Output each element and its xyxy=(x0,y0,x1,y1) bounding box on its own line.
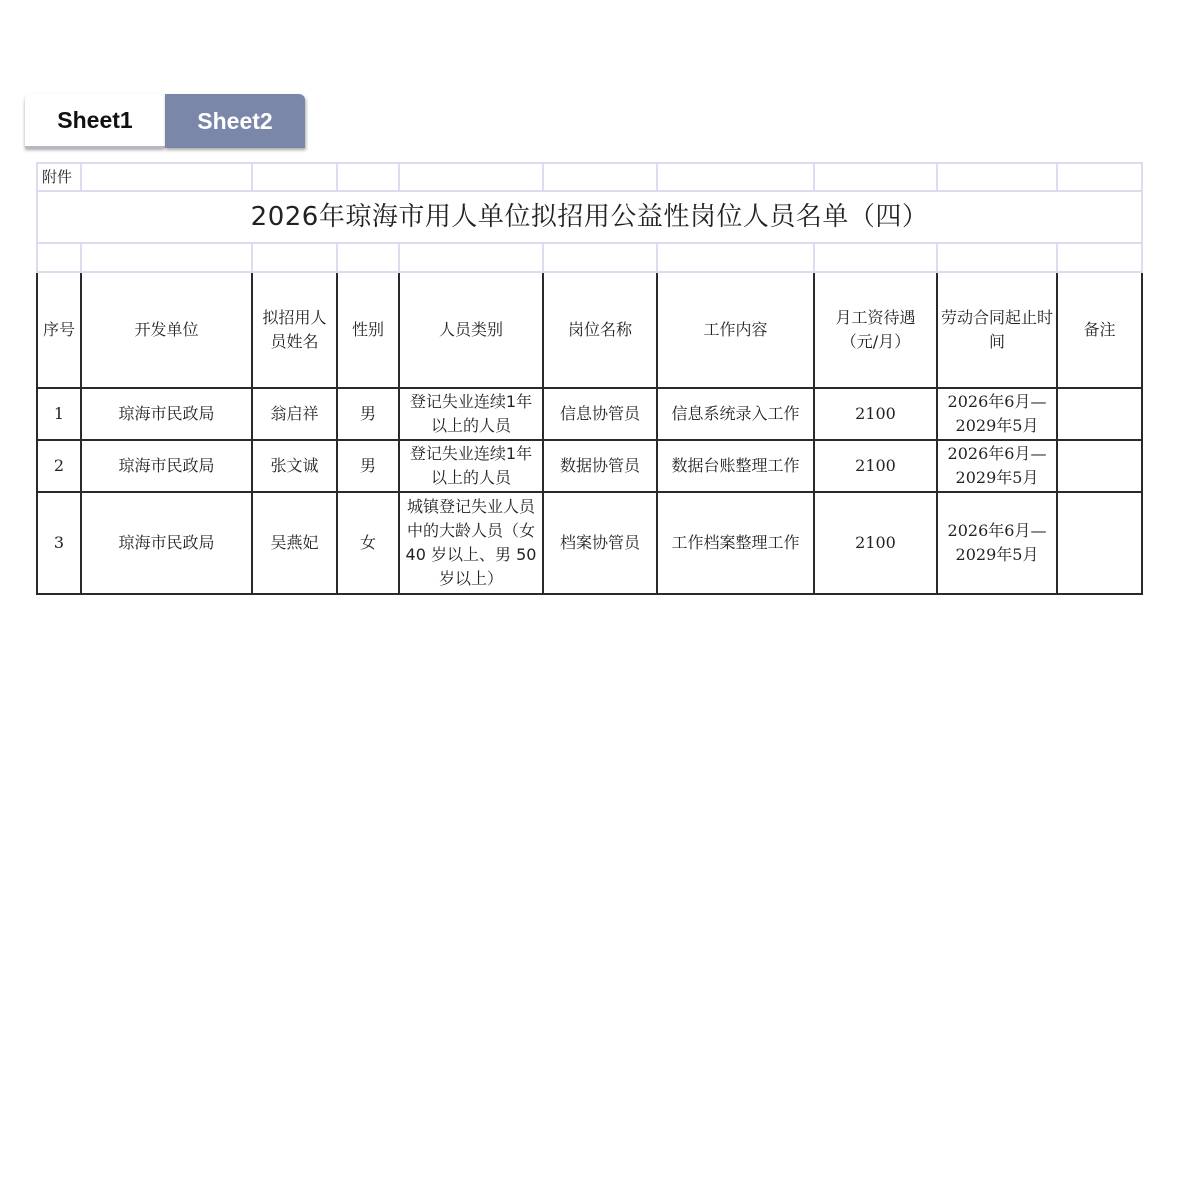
header-unit[interactable]: 开发单位 xyxy=(81,272,252,388)
header-salary[interactable]: 月工资待遇（元/月） xyxy=(814,272,937,388)
blank-row xyxy=(37,243,1142,272)
header-seq[interactable]: 序号 xyxy=(37,272,81,388)
cell-period[interactable]: 2026年6月—2029年5月 xyxy=(937,492,1057,594)
empty-cell[interactable] xyxy=(37,243,81,272)
cell-position[interactable]: 档案协管员 xyxy=(543,492,657,594)
cell-salary[interactable]: 2100 xyxy=(814,440,937,492)
empty-cell[interactable] xyxy=(399,163,543,191)
empty-cell[interactable] xyxy=(1057,243,1142,272)
cell-unit[interactable]: 琼海市民政局 xyxy=(81,492,252,594)
cell-salary[interactable]: 2100 xyxy=(814,388,937,440)
cell-position[interactable]: 信息协管员 xyxy=(543,388,657,440)
empty-cell[interactable] xyxy=(657,243,814,272)
empty-cell[interactable] xyxy=(81,243,252,272)
cell-name[interactable]: 吴燕妃 xyxy=(252,492,337,594)
empty-cell[interactable] xyxy=(657,163,814,191)
sheet-title[interactable]: 2026年琼海市用人单位拟招用公益性岗位人员名单（四） xyxy=(37,191,1142,243)
attachment-label[interactable]: 附件 xyxy=(37,163,81,191)
cell-gender[interactable]: 男 xyxy=(337,440,399,492)
cell-content[interactable]: 信息系统录入工作 xyxy=(657,388,814,440)
empty-cell[interactable] xyxy=(337,163,399,191)
cell-name[interactable]: 张文诚 xyxy=(252,440,337,492)
empty-cell[interactable] xyxy=(399,243,543,272)
cell-remark[interactable] xyxy=(1057,492,1142,594)
empty-cell[interactable] xyxy=(81,163,252,191)
header-name[interactable]: 拟招用人员姓名 xyxy=(252,272,337,388)
empty-cell[interactable] xyxy=(937,163,1057,191)
sheet-tabs xyxy=(25,94,305,148)
header-remark[interactable]: 备注 xyxy=(1057,272,1142,388)
cell-remark[interactable] xyxy=(1057,388,1142,440)
cell-seq[interactable]: 3 xyxy=(37,492,81,594)
header-position[interactable]: 岗位名称 xyxy=(543,272,657,388)
attachment-row xyxy=(37,163,1142,191)
cell-category[interactable]: 登记失业连续1年以上的人员 xyxy=(399,388,543,440)
cell-gender[interactable]: 男 xyxy=(337,388,399,440)
cell-category[interactable]: 城镇登记失业人员中的大龄人员（女40 岁以上、男 50岁以上） xyxy=(399,492,543,594)
cell-unit[interactable]: 琼海市民政局 xyxy=(81,388,252,440)
empty-cell[interactable] xyxy=(814,163,937,191)
cell-unit[interactable]: 琼海市民政局 xyxy=(81,440,252,492)
empty-cell[interactable] xyxy=(337,243,399,272)
empty-cell[interactable] xyxy=(252,243,337,272)
header-category[interactable]: 人员类别 xyxy=(399,272,543,388)
empty-cell[interactable] xyxy=(252,163,337,191)
header-period[interactable]: 劳动合同起止时间 xyxy=(937,272,1057,388)
header-row xyxy=(37,272,1142,388)
spreadsheet-grid xyxy=(36,162,1143,595)
cell-gender[interactable]: 女 xyxy=(337,492,399,594)
cell-salary[interactable]: 2100 xyxy=(814,492,937,594)
cell-category[interactable]: 登记失业连续1年以上的人员 xyxy=(399,440,543,492)
cell-content[interactable]: 工作档案整理工作 xyxy=(657,492,814,594)
cell-seq[interactable]: 2 xyxy=(37,440,81,492)
table-row xyxy=(37,440,1142,492)
cell-name[interactable]: 翁启祥 xyxy=(252,388,337,440)
empty-cell[interactable] xyxy=(1057,163,1142,191)
tab-sheet2[interactable]: Sheet2 xyxy=(165,94,305,148)
cell-remark[interactable] xyxy=(1057,440,1142,492)
empty-cell[interactable] xyxy=(543,163,657,191)
header-content[interactable]: 工作内容 xyxy=(657,272,814,388)
empty-cell[interactable] xyxy=(937,243,1057,272)
cell-period[interactable]: 2026年6月—2029年5月 xyxy=(937,440,1057,492)
header-gender[interactable]: 性别 xyxy=(337,272,399,388)
cell-content[interactable]: 数据台账整理工作 xyxy=(657,440,814,492)
empty-cell[interactable] xyxy=(543,243,657,272)
cell-position[interactable]: 数据协管员 xyxy=(543,440,657,492)
table-row xyxy=(37,388,1142,440)
empty-cell[interactable] xyxy=(814,243,937,272)
tab-sheet1[interactable]: Sheet1 xyxy=(25,94,165,148)
table-row xyxy=(37,492,1142,594)
cell-period[interactable]: 2026年6月—2029年5月 xyxy=(937,388,1057,440)
title-row xyxy=(37,191,1142,243)
cell-seq[interactable]: 1 xyxy=(37,388,81,440)
